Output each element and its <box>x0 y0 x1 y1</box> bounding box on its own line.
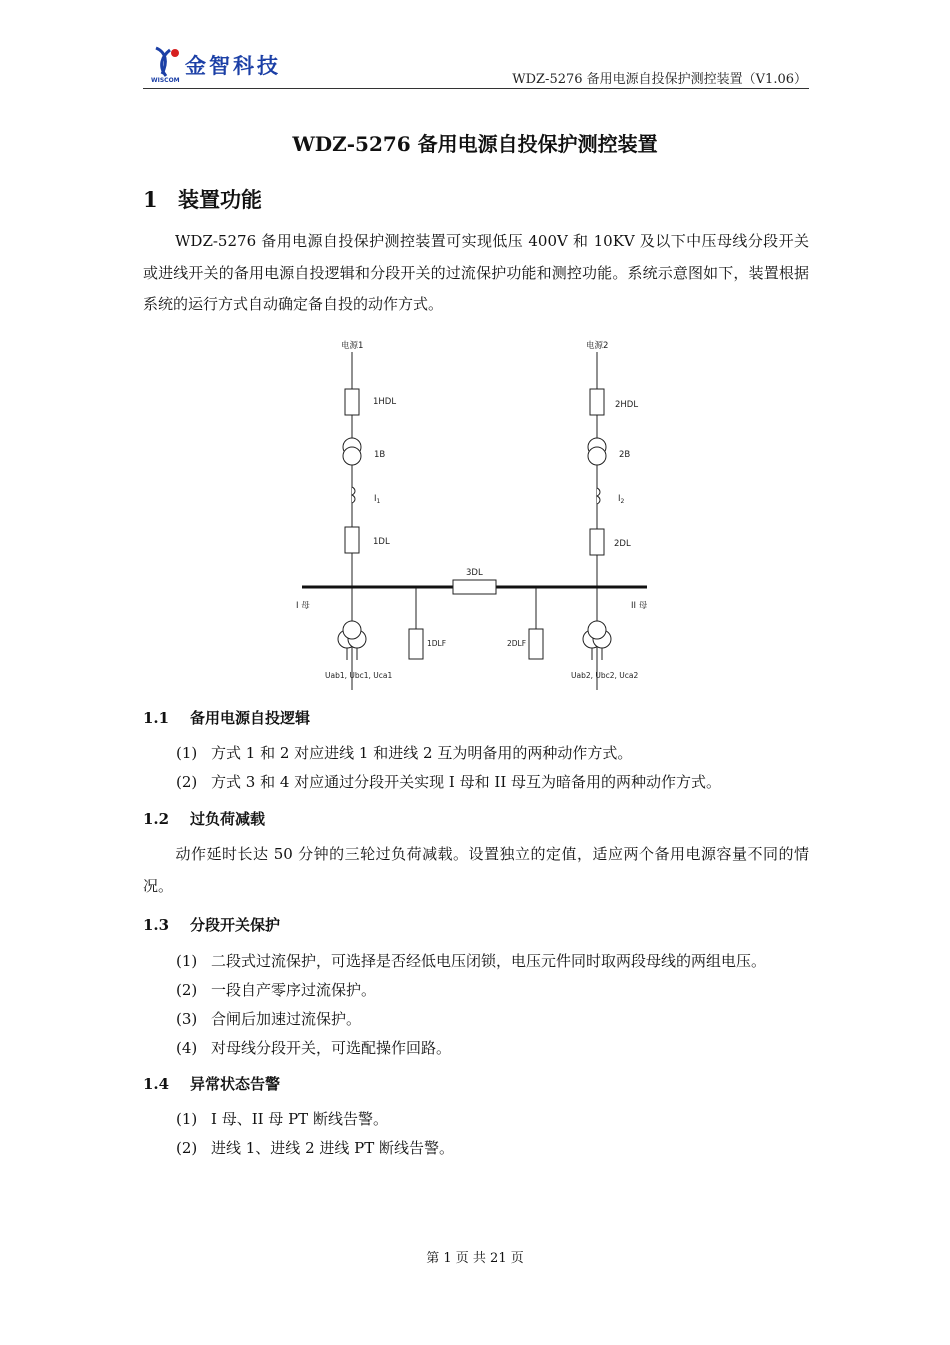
label-1dl: 1DL <box>373 537 390 547</box>
list-item <box>176 1108 388 1129</box>
subsection-title: 过负荷减载 <box>190 810 266 828</box>
subsection-number: 1.1 <box>143 709 170 727</box>
list-marker: (2) <box>176 981 198 999</box>
label-volt-1: Uab1, Ubc1, Uca1 <box>325 671 393 680</box>
label-2b: 2B <box>619 450 631 460</box>
list-item <box>176 1137 454 1158</box>
subsection-heading-1-4 <box>143 1073 280 1094</box>
list-text: 一段自产零序过流保护。 <box>211 981 377 999</box>
brand-name: 金智科技 <box>185 54 281 78</box>
list-marker: (1) <box>176 1110 198 1128</box>
breaker-2dl <box>590 529 604 555</box>
transformer-1b-winding-b <box>343 447 361 465</box>
label-1dlf: 1DLF <box>427 639 447 648</box>
overload-paragraph <box>143 839 809 902</box>
page-number: 第 1 页 共 21 页 <box>426 1251 524 1266</box>
overload-text: 动作延时长达 50 分钟的三轮过负荷减载。设置独立的定值，适应两个备用电源容量不同的情况。 <box>143 845 809 895</box>
label-1hdl: 1HDL <box>373 397 397 407</box>
breaker-1dl <box>345 527 359 553</box>
list-marker: (2) <box>176 1139 198 1157</box>
header-divider <box>143 88 809 89</box>
list-marker: (1) <box>176 744 198 762</box>
list-item <box>176 771 721 792</box>
section-number: 1 <box>143 187 158 212</box>
list-item <box>176 950 766 971</box>
list-text: I 母、II 母 PT 断线告警。 <box>211 1110 388 1128</box>
subsection-title: 分段开关保护 <box>190 916 281 934</box>
label-2dl: 2DL <box>614 539 631 549</box>
label-i1: $I_1$ <box>374 494 381 505</box>
breaker-1hdl <box>345 389 359 415</box>
section-title: 装置功能 <box>178 187 262 212</box>
list-text: 对母线分段开关，可选配操作回路。 <box>211 1039 452 1057</box>
label-bus-2: II 母 <box>631 601 648 611</box>
label-i2: $I_2$ <box>618 494 625 505</box>
breaker-1dlf <box>409 629 423 659</box>
list-item <box>176 979 376 1000</box>
list-item <box>176 742 632 763</box>
ct-1-coil <box>352 487 355 503</box>
list-item <box>176 1008 361 1029</box>
subsection-number: 1.3 <box>143 916 170 934</box>
subsection-title: 备用电源自投逻辑 <box>190 709 311 727</box>
pt-2-coil-c <box>588 621 606 639</box>
list-text: 进线 1、进线 2 进线 PT 断线告警。 <box>211 1139 455 1157</box>
list-text: 方式 1 和 2 对应进线 1 和进线 2 互为明备用的两种动作方式。 <box>211 744 633 762</box>
label-1b: 1B <box>374 450 386 460</box>
breaker-2hdl <box>590 389 604 415</box>
breaker-2dlf <box>529 629 543 659</box>
label-source-2: 电源2 <box>586 341 609 351</box>
transformer-2b-winding-b <box>588 447 606 465</box>
page-title: WDZ-5276 备用电源自投保护测控装置 <box>292 132 658 156</box>
list-marker: (1) <box>176 952 198 970</box>
list-text: 二段式过流保护，可选择是否经低电压闭锁，电压元件同时取两段母线的两组电压。 <box>211 952 767 970</box>
list-item <box>176 1037 451 1058</box>
intro-text: WDZ-5276 备用电源自投保护测控装置可实现低压 400V 和 10KV 及以下中压母线分段开关或进线开关的备用电源自投逻辑和分段开关的过流保护功能和测控功能。系统示意图如下，装置根据系统的运行方式自动确定备自投的动作方式。 <box>143 232 809 313</box>
list-text: 合闸后加速过流保护。 <box>211 1010 362 1028</box>
subsection-number: 1.2 <box>143 810 170 828</box>
list-marker: (4) <box>176 1039 198 1057</box>
doc-ref: WDZ-5276 备用电源自投保护测控装置（V1.06） <box>512 72 807 87</box>
subsection-number: 1.4 <box>143 1075 170 1093</box>
subsection-title: 异常状态告警 <box>190 1075 281 1093</box>
ct-2-coil <box>597 488 600 504</box>
list-marker: (3) <box>176 1010 198 1028</box>
label-2dlf: 2DLF <box>507 639 527 648</box>
list-marker: (2) <box>176 773 198 791</box>
label-source-1: 电源1 <box>341 341 364 351</box>
label-2hdl: 2HDL <box>615 400 639 410</box>
label-bus-1: I 母 <box>296 601 310 611</box>
list-text: 方式 3 和 4 对应通过分段开关实现 I 母和 II 母互为暗备用的两种动作方式。 <box>211 773 722 791</box>
subsection-heading-1-3 <box>143 914 280 935</box>
system-diagram <box>0 330 950 690</box>
label-volt-2: Uab2, Ubc2, Uca2 <box>571 671 639 680</box>
label-3dl: 3DL <box>466 568 483 578</box>
section-heading <box>143 184 262 214</box>
pt-1-coil-c <box>343 621 361 639</box>
intro-paragraph <box>143 226 809 321</box>
brand-sub: WISCOM <box>151 77 180 84</box>
subsection-heading-1-1 <box>143 707 310 728</box>
breaker-3dl <box>453 580 496 594</box>
subsection-heading-1-2 <box>143 808 265 829</box>
